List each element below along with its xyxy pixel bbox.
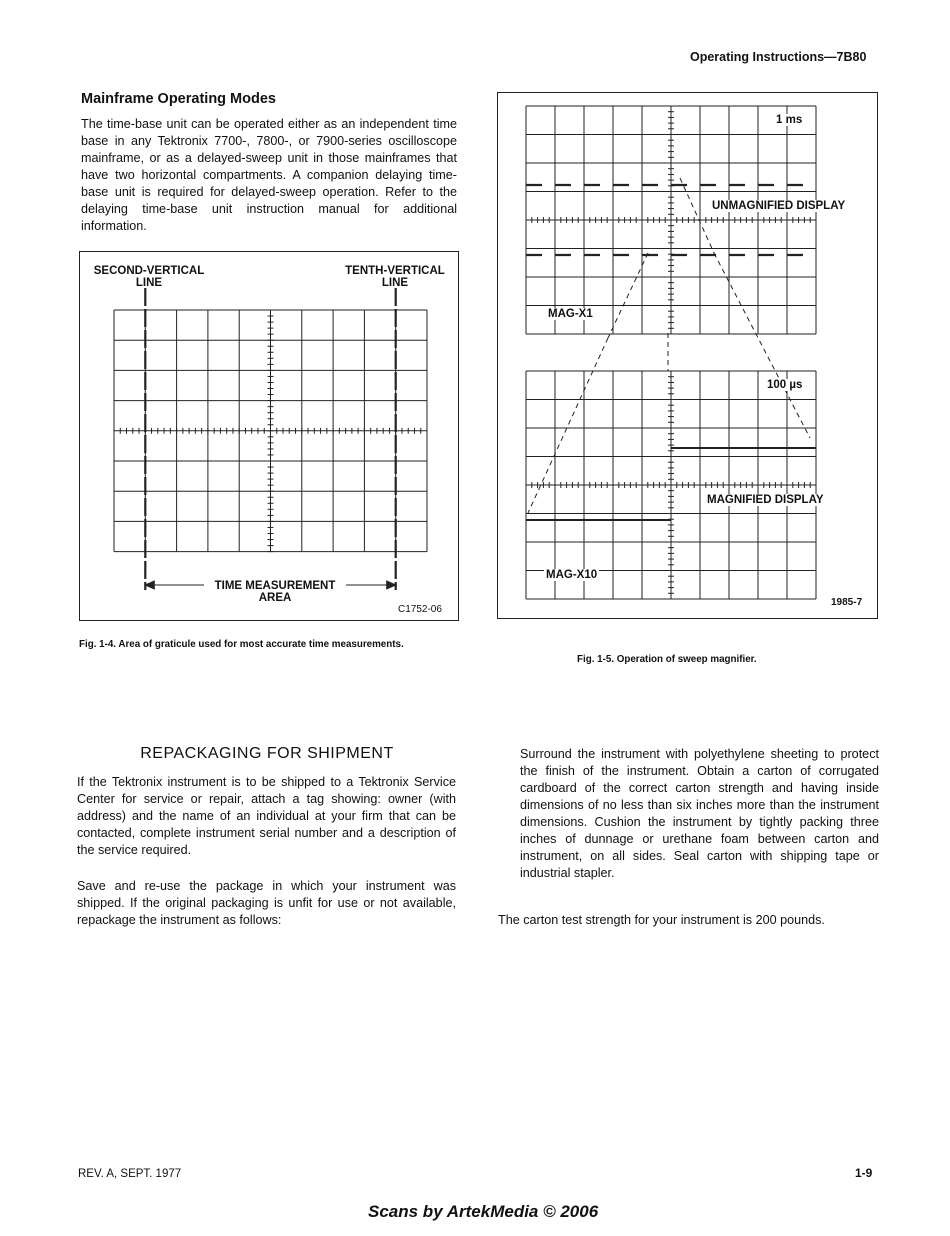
label-100us: 100 µs	[767, 379, 803, 391]
section-heading-repackaging: REPACKAGING FOR SHIPMENT	[140, 745, 394, 762]
label-tenth-vertical	[336, 265, 454, 289]
caption-fig-1-5: Fig. 1-5. Operation of sweep magnifier.	[577, 654, 757, 665]
label-second-vertical-line2: LINE	[135, 277, 163, 289]
label-second-vertical-line1: SECOND-VERTICAL	[93, 265, 205, 277]
label-tenth-vertical-line2: LINE	[381, 277, 409, 289]
label-time-measurement-line2: AREA	[258, 592, 292, 604]
sweep-magnifier-diagram	[498, 93, 877, 618]
label-unmagnified-display: UNMAGNIFIED DISPLAY	[712, 200, 846, 212]
figure-code-1985: 1985-7	[831, 597, 863, 608]
label-magnified-display: MAGNIFIED DISPLAY	[707, 494, 824, 506]
repack-paragraph-2: Save and re-use the package in which your instrument was shipped. If the original packaging is unfit for use or not available, repackage the instrument as follows:	[77, 879, 456, 927]
page-number: 1-9	[855, 1166, 873, 1180]
figure-1-4	[79, 251, 459, 621]
label-mag-x10: MAG-X10	[546, 569, 598, 581]
figure-1-5	[497, 92, 878, 619]
section-heading-mainframe: Mainframe Operating Modes	[81, 91, 276, 107]
mainframe-paragraph: The time-base unit can be operated either as an independent time base in any Tektronix 7700-, 7800-, or 7900-series oscilloscope mainframe, or as a delayed-sweep unit in those mainframes that have two horizontal compartments. A companion delaying time-base unit is required for delayed-sweep operation. Refer to the delaying time-base unit instruction manual for additional information.	[81, 117, 457, 233]
repack-paragraph-3: Surround the instrument with polyethylene sheeting to protect the finish of the instrument. Obtain a carton of corrugated cardboard of the correct carton strength and having inside dimensions of no less than six inches more than the instrument dimensions. Cushion the instrument by tightly packing three inches of dunnage or urethane foam between carton and instrument, on all sides. Seal carton with shipping tape or industrial stapler.	[520, 747, 879, 880]
label-time-measurement-line1: TIME MEASUREMENT	[214, 580, 336, 592]
arrowhead-left	[145, 581, 154, 589]
running-title: Operating Instructions—7B80	[690, 50, 867, 64]
arrowhead-right	[387, 581, 396, 589]
repack-paragraph-1: If the Tektronix instrument is to be shipped to a Tektronix Service Center for service or repair, attach a tag showing: owner (with address) and the name of an individual at your firm that can be contacted, complete instrument serial number and a description of the service required.	[77, 775, 456, 857]
projection-upper-right	[680, 178, 714, 253]
repack-paragraph-4: The carton test strength for your instrument is 200 pounds.	[498, 913, 825, 927]
label-mag-x1: MAG-X1	[548, 308, 593, 320]
caption-fig-1-4: Fig. 1-4. Area of graticule used for most accurate time measurements.	[79, 639, 404, 650]
figure-code-c1752: C1752-06	[398, 604, 442, 615]
label-1ms: 1 ms	[776, 114, 803, 126]
graticule-diagram	[80, 252, 458, 620]
label-second-vertical	[88, 265, 210, 289]
label-tenth-vertical-line1: TENTH-VERTICAL	[345, 265, 445, 277]
revision-note: REV. A, SEPT. 1977	[78, 1168, 182, 1180]
scan-credit: Scans by ArtekMedia © 2006	[368, 1202, 599, 1221]
label-time-measurement	[205, 580, 345, 604]
projection-lower-right	[714, 253, 810, 438]
